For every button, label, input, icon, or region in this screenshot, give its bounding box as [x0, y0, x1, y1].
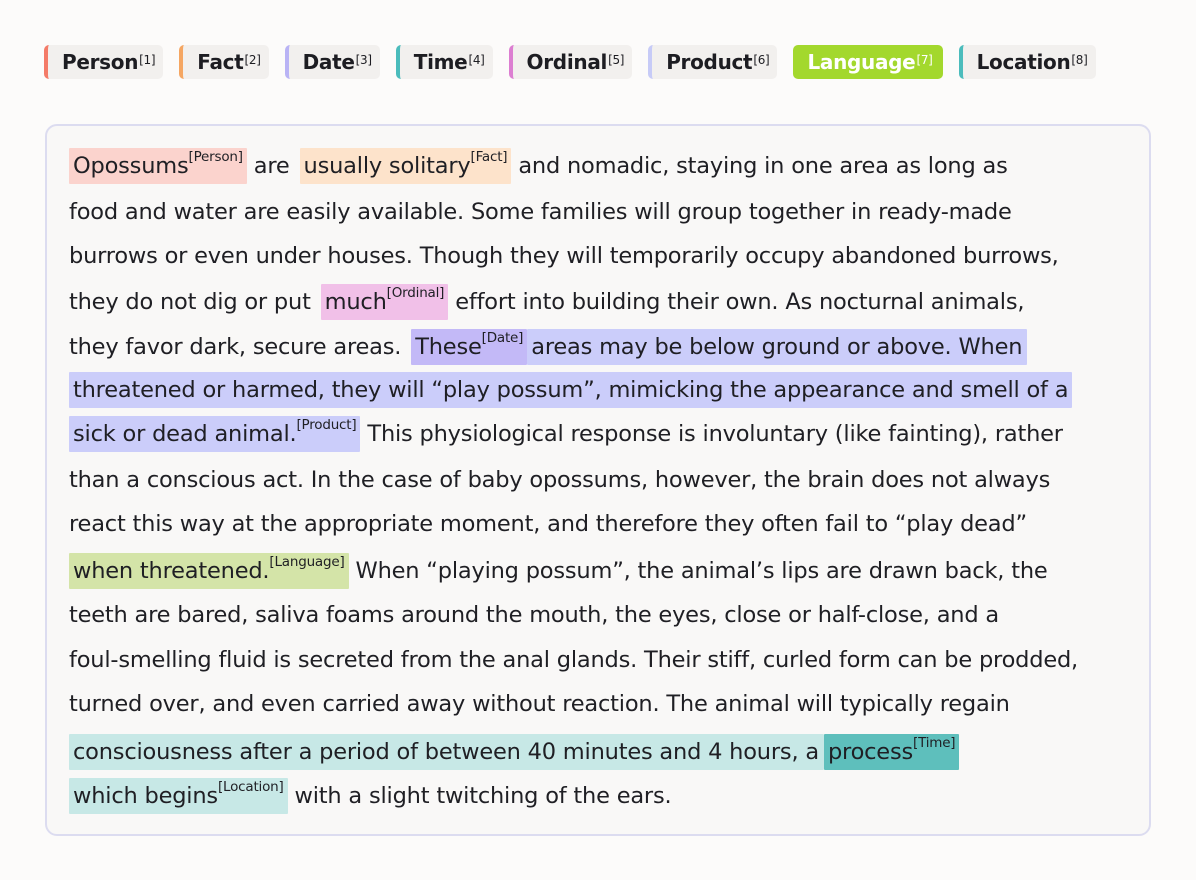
- text-line: [69, 506, 1027, 542]
- plain-text: food and water are easily available. Some families will group together in ready-made: [69, 199, 1012, 225]
- legend-chip-ref: [5]: [608, 53, 625, 67]
- entity-text: usually solitary: [303, 153, 471, 179]
- legend-chip-ref: [2]: [244, 53, 261, 67]
- text-line: [69, 462, 1050, 498]
- legend-chip-ref: [7]: [916, 53, 933, 67]
- legend-chip-label: Fact: [197, 50, 244, 74]
- legend-chip-fact[interactable]: [179, 45, 268, 79]
- legend-chip-ref: [6]: [753, 53, 770, 67]
- text-line: [69, 597, 999, 633]
- entity-text: process: [827, 739, 913, 765]
- plain-text: with a slight twitching of the ears.: [294, 783, 672, 809]
- entity-tag: [Product]: [296, 416, 357, 433]
- legend-chip-language[interactable]: [793, 45, 942, 79]
- entity-tag: [Ordinal]: [386, 284, 445, 301]
- entity-tag: [Fact]: [470, 148, 508, 165]
- entity-text: sick or dead animal.: [73, 421, 297, 447]
- legend-chip-label: Language: [807, 50, 916, 74]
- plain-text: When “playing possum”, the animal’s lips are drawn back, the: [355, 558, 1048, 584]
- legend-chip-product[interactable]: [648, 45, 777, 79]
- entity-legend: [44, 45, 1096, 79]
- legend-chip-ref: [3]: [355, 53, 372, 67]
- plain-text: they favor dark, secure areas.: [69, 334, 402, 360]
- text-line: [69, 148, 1008, 184]
- entity-date[interactable]: [411, 329, 527, 365]
- entity-text: Opossums: [73, 153, 189, 179]
- entity-text: These: [415, 334, 482, 360]
- legend-chip-ref: [8]: [1071, 53, 1088, 67]
- plain-text: turned over, and even carried away without reaction. The animal will typically regain: [69, 691, 1010, 717]
- legend-chip-label: Time: [413, 50, 468, 74]
- text-line: [69, 778, 671, 814]
- entity-tag: [Person]: [188, 148, 243, 165]
- entity-language[interactable]: [69, 553, 349, 589]
- legend-chip-label: Product: [666, 50, 753, 74]
- legend-chip-date[interactable]: [285, 45, 380, 79]
- entity-text: much: [324, 289, 387, 315]
- legend-chip-location[interactable]: [959, 45, 1096, 79]
- plain-text: foul-smelling fluid is secreted from the anal glands. Their stiff, curled form can be prodded,: [69, 647, 1079, 673]
- entity-tag: [Location]: [217, 778, 284, 795]
- legend-chip-ordinal[interactable]: [509, 45, 633, 79]
- plain-text: teeth are bared, saliva foams around the mouth, the eyes, close or half-close, and a: [69, 602, 999, 628]
- legend-chip-time[interactable]: [396, 45, 493, 79]
- plain-text: This physiological response is involuntary (like fainting), rather: [367, 421, 1063, 447]
- text-line: [69, 284, 1024, 320]
- legend-chip-label: Date: [302, 50, 355, 74]
- entity-text: which begins: [73, 783, 218, 809]
- entity-ordinal[interactable]: [321, 284, 449, 320]
- text-line: [69, 329, 1027, 365]
- entity-person[interactable]: [69, 148, 247, 184]
- legend-chip-label: Ordinal: [526, 50, 608, 74]
- entity-location-part[interactable]: consciousness after a period of between 40 minutes and 4 hours, a: [69, 734, 824, 770]
- entity-product[interactable]: [69, 416, 360, 452]
- entity-fact[interactable]: [300, 148, 512, 184]
- entity-tag: [Time]: [913, 734, 956, 751]
- legend-chip-label: Location: [976, 50, 1071, 74]
- text-line: [69, 642, 1078, 678]
- entity-product-part[interactable]: areas may be below ground or above. When: [527, 329, 1027, 365]
- text-line: [69, 686, 1010, 722]
- plain-text: effort into building their own. As nocturnal animals,: [455, 289, 1025, 315]
- entity-product-part[interactable]: threatened or harmed, they will “play possum”, mimicking the appearance and smell of a: [69, 372, 1072, 408]
- annotated-text-panel: [45, 124, 1151, 836]
- legend-chip-ref: [1]: [139, 53, 156, 67]
- text-line: [69, 416, 1063, 452]
- text-line: [69, 734, 959, 770]
- legend-chip-person[interactable]: [44, 45, 163, 79]
- legend-chip-ref: [4]: [468, 53, 485, 67]
- plain-text: than a conscious act. In the case of baby opossums, however, the brain does not always: [69, 467, 1051, 493]
- plain-text: and nomadic, staying in one area as long as: [518, 153, 1008, 179]
- plain-text: react this way at the appropriate moment, and therefore they often fail to “play dead”: [69, 511, 1027, 537]
- plain-text: are: [253, 153, 290, 179]
- entity-text: when threatened.: [73, 558, 270, 584]
- legend-chip-label: Person: [62, 50, 139, 74]
- text-line: [69, 194, 1012, 230]
- entity-location[interactable]: [69, 778, 288, 814]
- entity-time[interactable]: [824, 734, 959, 770]
- text-line: [69, 372, 1072, 408]
- text-line: [69, 238, 1059, 274]
- entity-tag: [Date]: [481, 329, 524, 346]
- entity-tag: [Language]: [269, 553, 345, 570]
- plain-text: burrows or even under houses. Though they will temporarily occupy abandoned burrows,: [69, 243, 1059, 269]
- text-line: [69, 553, 1048, 589]
- plain-text: they do not dig or put: [69, 289, 311, 315]
